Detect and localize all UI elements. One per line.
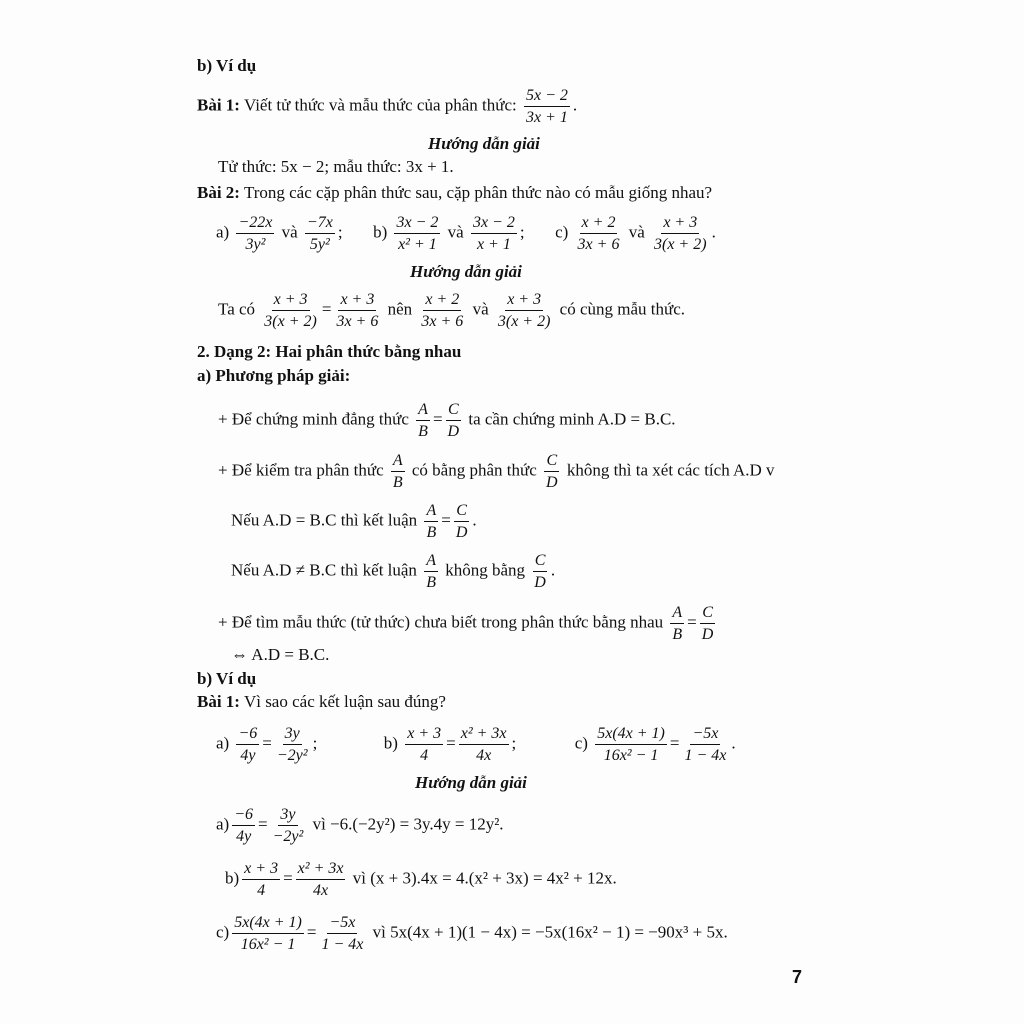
- bai2-text: Trong các cặp phân thức sau, cặp phân thức nào có mẫu giống nhau?: [243, 183, 713, 202]
- fraction: $\frac{A}{B}$: [672, 604, 683, 643]
- bai1-fraction: $\frac{5x - 2}{3x + 1}$: [526, 87, 568, 126]
- guide-heading: Hướng dẫn giải: [415, 773, 527, 792]
- fraction: $\frac{3x - 2}{\text{x² + 1}}$: [396, 214, 439, 253]
- fraction: $\frac{-6}{4y}$: [238, 725, 258, 764]
- section-heading-vi-du: b) Ví dụ: [197, 56, 257, 75]
- method-point-1: + Để chứng minh đẳng thức $\frac{A}{B}$ = $\frac{C}{D}$ ta cần chứng minh A.D = B.C.: [218, 401, 676, 440]
- method-point-6: ⇔ A.D = B.C.: [231, 645, 330, 664]
- fraction: $\frac{3y}{\text{−2y²}}$: [272, 806, 304, 845]
- method-point-5: + Để tìm mẫu thức (tử thức) chưa biết trong phân thức bằng nhau $\frac{A}{B}$ = $\frac{C}{D}$: [218, 604, 714, 643]
- bai2-answer: Ta có $\frac{x + 3}{3(x + 2)}$ = $\frac{x + 3}{3x + 6}$ nên $\frac{x + 2}{3x + 6}$ và $\frac{x + 3}{3(x + 2)}$ có cùng mẫu thức.: [218, 291, 686, 330]
- fraction: $\frac{x + 3}{3(x + 2)}$: [654, 214, 707, 253]
- fraction: $\frac{\text{x² + 3x}}{4x}$: [460, 725, 507, 764]
- fraction: $\frac{x + 2}{3x + 6}$: [577, 214, 620, 253]
- method-point-4: Nếu A.D ≠ B.C thì kết luận $\frac{A}{B}$ không bằng $\frac{C}{D}$ .: [231, 552, 556, 591]
- guide-heading: Hướng dẫn giải: [428, 134, 540, 153]
- bai1-2-options: a) $\frac{-6}{4y}$ = $\frac{3y}{\text{−2y²}}$ ; b) $\frac{x + 3}{4}$ = $\frac{\text{x² + 3x}}{4x}$ ; c) $\frac{5x(4x + 1)}{\text{16x² − 1}}$ = $\frac{-5x}{1 - 4x}$ .: [216, 725, 736, 764]
- fraction: $\frac{3x - 2}{x + 1}$: [472, 214, 515, 253]
- fraction: $\frac{3y}{\text{−2y²}}$: [276, 725, 308, 764]
- bai2-line: [197, 183, 712, 203]
- solution-b: b) $\frac{x + 3}{4}$ = $\frac{\text{x² + 3x}}{4x}$ vì (x + 3).4x = 4.(x² + 3x) = 4x² + 12x.: [225, 860, 617, 899]
- solution-a: a) $\frac{-6}{4y}$ = $\frac{3y}{\text{−2y²}}$ vì −6.(−2y²) = 3y.4y = 12y².: [216, 806, 504, 845]
- fraction: $\frac{x + 3}{4}$: [407, 725, 442, 764]
- bai1-text: Viết tử thức và mẫu thức của phân thức:: [243, 95, 517, 115]
- fraction: $\frac{x + 2}{3x + 6}$: [421, 291, 464, 330]
- bai1-2-line: Bài 1: Vì sao các kết luận sau đúng?: [197, 692, 446, 711]
- fraction: $\frac{x + 3}{4}$: [244, 860, 279, 899]
- fraction: $\frac{A}{B}$: [426, 552, 436, 591]
- guide-heading: Hướng dẫn giải: [410, 262, 522, 281]
- fraction: $\frac{C}{D}$: [534, 552, 546, 591]
- fraction: $\frac{x + 3}{3x + 6}$: [336, 291, 379, 330]
- method-heading: a) Phương pháp giải:: [197, 366, 351, 385]
- fraction: $\frac{C}{D}$: [447, 401, 460, 440]
- fraction: $\frac{5x(4x + 1)}{\text{16x² − 1}}$: [597, 725, 665, 764]
- method-point-3: Nếu A.D = B.C thì kết luận $\frac{A}{B}$ = $\frac{C}{D}$ .: [231, 502, 477, 541]
- fraction: $\frac{x + 3}{3(x + 2)}$: [497, 291, 551, 330]
- bai1-answer: Tử thức: 5x − 2; mẫu thức: 3x + 1.: [218, 157, 454, 176]
- fraction: $\frac{-5x}{1 - 4x}$: [321, 914, 364, 953]
- fraction: $\frac{A}{B}$: [418, 401, 428, 440]
- page-number: 7: [791, 967, 802, 987]
- fraction: $\frac{-5x}{1 - 4x}$: [684, 725, 727, 764]
- bai1-line: Bài 1: Viết tử thức và mẫu thức của phân thức: $\frac{5x - 2}{3x + 1}$ .: [197, 87, 578, 126]
- section-title-dang-2: 2. Dạng 2: Hai phân thức bằng nhau: [197, 342, 462, 361]
- fraction: $\frac{A}{B}$: [392, 452, 403, 491]
- fraction: $\frac{x + 3}{3(x + 2)}$: [264, 291, 317, 330]
- fraction: $\frac{C}{D}$: [546, 452, 558, 491]
- bai2-label: Bài 2:: [197, 183, 240, 202]
- solution-c: c) $\frac{5x(4x + 1)}{\text{16x² − 1}}$ = $\frac{-5x}{1 - 4x}$ vì 5x(4x + 1)(1 − 4x) = −5x(16x² − 1) = −90x³ + 5x.: [216, 914, 728, 953]
- fraction: $\frac{\text{x² + 3x}}{4x}$: [297, 860, 344, 899]
- fraction: $\frac{-22x}{\text{3y²}}$: [238, 214, 273, 253]
- fraction: $\frac{C}{D}$: [455, 502, 468, 541]
- method-point-2: + Để kiểm tra phân thức $\frac{A}{B}$ có bằng phân thức $\frac{C}{D}$ không thì ta xét các tích A.D v: [218, 452, 775, 491]
- bai1-label: Bài 1:: [197, 95, 240, 115]
- fraction: $\frac{-7x}{\text{5y²}}$: [306, 214, 333, 253]
- fraction: $\frac{C}{D}$: [701, 604, 714, 643]
- section-heading-vi-du-2: b) Ví dụ: [197, 669, 257, 688]
- fraction: $\frac{A}{B}$: [426, 502, 437, 541]
- bai2-options: a) $\frac{-22x}{\text{3y²}}$ và $\frac{-7x}{\text{5y²}}$ ; b) $\frac{3x - 2}{\text{x² + 1}}$ và $\frac{3x - 2}{x + 1}$ ; c) $\frac{x + 2}{3x + 6}$ và $\frac{x + 3}{3(x + 2)}$ .: [216, 214, 716, 253]
- fraction: $\frac{5x(4x + 1)}{\text{16x² − 1}}$: [234, 914, 302, 953]
- fraction: $\frac{-6}{4y}$: [234, 806, 254, 845]
